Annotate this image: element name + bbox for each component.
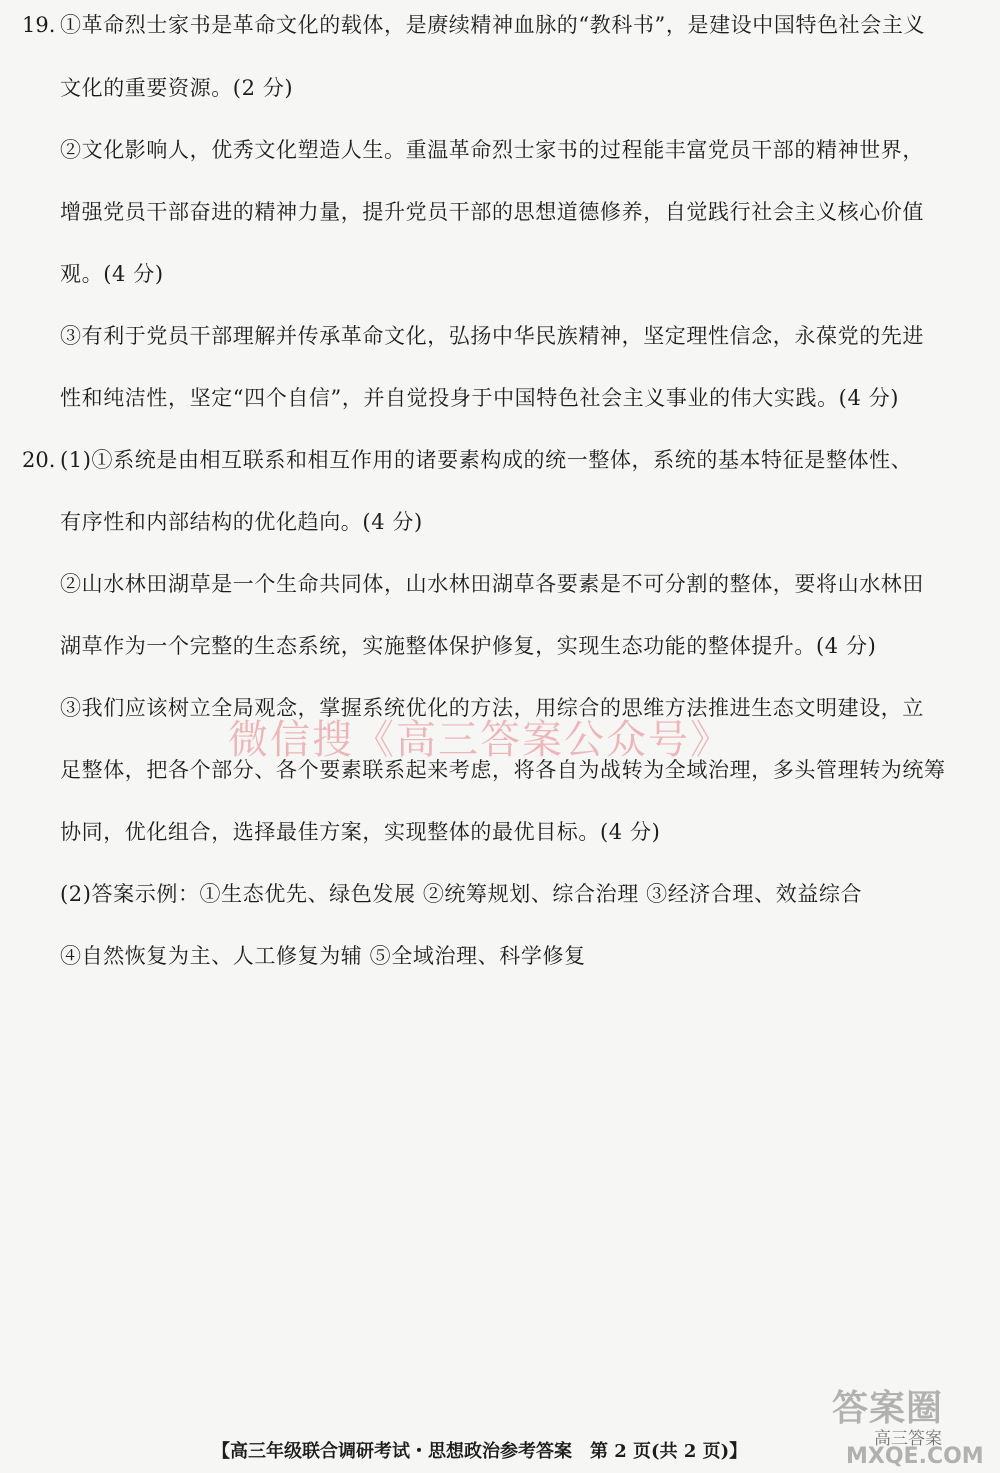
q20-line-6: 足整体，把各个部分、各个要素联系起来考虑，将各自为战转为全域治理，多头管理转为统筹 (60, 758, 946, 782)
q20-line-4: 湖草作为一个完整的生态系统，实施整体保护修复，实现生态功能的整体提升。(4 分) (60, 634, 877, 658)
q20-line-2: 有序性和内部结构的优化趋向。(4 分) (60, 510, 423, 534)
q19-line-6: ③有利于党员干部理解并传承革命文化，弘扬中华民族精神，坚定理性信念，永葆党的先进 (60, 324, 924, 348)
logo-title: 答案圈 (832, 1388, 944, 1429)
q20-line-5: ③我们应该树立全局观念，掌握系统优化的方法，用综合的思维方法推进生态文明建设，立 (60, 696, 924, 720)
question-19-number: 19. (22, 13, 56, 37)
question-20-number: 20. (22, 448, 56, 472)
q19-line-3: ②文化影响人，优秀文化塑造人生。重温革命烈士家书的过程能丰富党员干部的精神世界， (60, 138, 924, 162)
q19-line-5: 观。(4 分) (60, 262, 164, 286)
site-logo (826, 1378, 984, 1469)
q20-line-7: 协同，优化组合，选择最佳方案，实现整体的最优目标。(4 分) (60, 820, 661, 844)
q20-line-1: (1)①系统是由相互联系和相互作用的诸要素构成的统一整体，系统的基本特征是整体性、 (60, 448, 913, 472)
q20-line-3: ②山水林田湖草是一个生命共同体，山水林田湖草各要素是不可分割的整体，要将山水林田 (60, 572, 924, 596)
q19-line-4: 增强党员干部奋进的精神力量，提升党员干部的思想道德修养，自觉践行社会主义核心价值 (60, 200, 924, 224)
logo-subtitle: 高三答案 (874, 1429, 942, 1449)
logo-url: MXQE.COM (846, 1444, 984, 1469)
q20-line-8: (2)答案示例：①生态优先、绿色发展 ②统筹规划、综合治理 ③经济合理、效益综合 (60, 882, 863, 906)
page-footer: 【高三年级联合调研考试・思想政治参考答案 第 2 页(共 2 页)】 (212, 1441, 748, 1462)
q19-line-2: 文化的重要资源。(2 分) (60, 76, 294, 100)
q20-line-9: ④自然恢复为主、人工修复为辅 ⑤全域治理、科学修复 (60, 944, 586, 968)
watermark-text: 微信搜《高三答案公众号》 (228, 717, 732, 763)
q19-line-1: ①革命烈士家书是革命文化的载体，是赓续精神血脉的“教科书”，是建设中国特色社会主义 (60, 13, 926, 37)
q19-line-7: 性和纯洁性，坚定“四个自信”，并自觉投身于中国特色社会主义事业的伟大实践。(4 分) (60, 386, 900, 410)
